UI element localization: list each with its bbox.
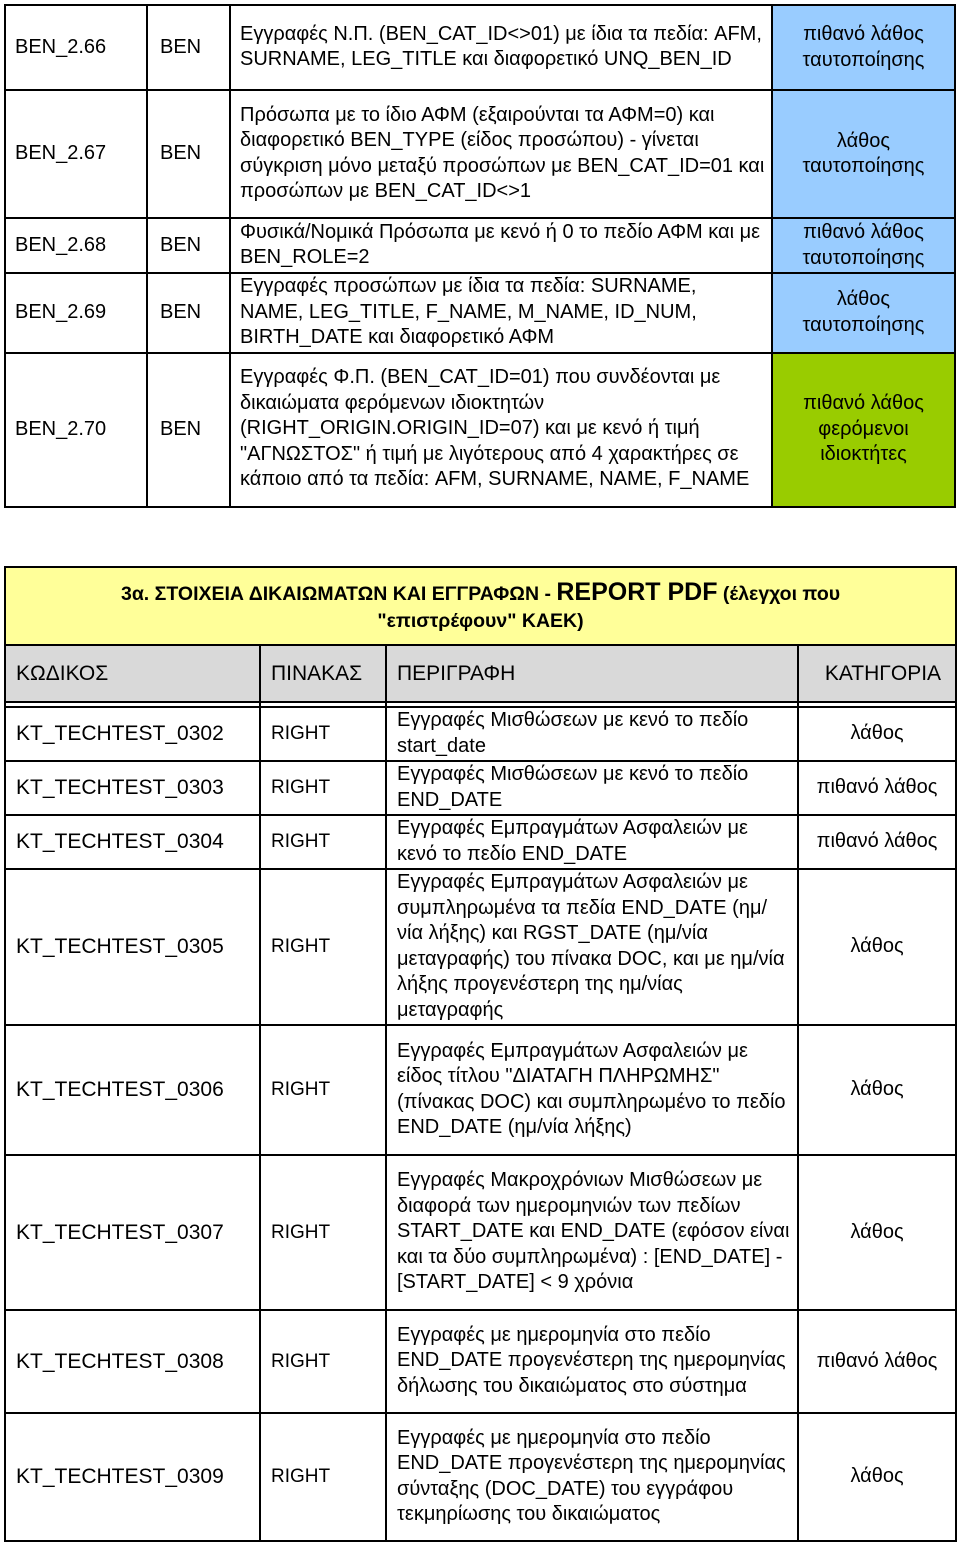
table-name: BEN <box>147 5 230 90</box>
category-cell: πιθανό λάθος ταυτοποίησης <box>772 5 955 90</box>
category-cell: πιθανό λάθος <box>798 815 956 869</box>
table-row <box>5 1413 956 1541</box>
section-title <box>5 567 956 645</box>
column-header-table: ΠΙΝΑΚΑΣ <box>260 645 386 702</box>
table-row <box>5 1155 956 1310</box>
check-code: KT_TECHTEST_0305 <box>5 869 260 1025</box>
table-row <box>5 869 956 1025</box>
category-cell: λάθος <box>798 1155 956 1310</box>
category-cell: πιθανό λάθος <box>798 1310 956 1413</box>
section-title-prefix: 3α. ΣΤΟΙΧΕΙΑ ΔΙΚΑΙΩΜΑΤΩΝ ΚΑΙ ΕΓΓΡΑΦΩΝ - <box>120 583 551 605</box>
table-row <box>5 218 955 273</box>
check-code: KT_TECHTEST_0302 <box>5 707 260 761</box>
check-code: BEN_2.66 <box>5 5 147 90</box>
check-description: Εγγραφές με ημερομηνία στο πεδίο END_DATE προγενέστερη της ημερομηνίας δήλωσης του δικαιώματος στο σύστημα <box>386 1310 798 1413</box>
category-cell: πιθανό λάθος <box>798 761 956 815</box>
table-name: BEN <box>147 353 230 507</box>
category-cell: λάθος ταυτοποίησης <box>772 90 955 218</box>
table-name: RIGHT <box>260 1310 386 1413</box>
table-name: RIGHT <box>260 707 386 761</box>
rights-documents-checks-table <box>4 566 957 1542</box>
table-name: RIGHT <box>260 1155 386 1310</box>
column-header-category: ΚΑΤΗΓΟΡΙΑ <box>798 645 956 702</box>
check-description: Εγγραφές Ν.Π. (BEN_CAT_ID<>01) με ίδια τα πεδία: AFM, SURNAME, LEG_TITLE και διαφορετικό UNQ_BEN_ID <box>230 5 772 90</box>
check-description: Φυσικά/Νομικά Πρόσωπα με κενό ή 0 το πεδίο ΑΦΜ και με BEN_ROLE=2 <box>230 218 772 273</box>
check-description: Εγγραφές προσώπων με ίδια τα πεδία: SURNAME, NAME, LEG_TITLE, F_NAME, M_NAME, ID_NUM, BIRTH_DATE και διαφορετικό ΑΦΜ <box>230 273 772 353</box>
check-code: KT_TECHTEST_0306 <box>5 1025 260 1155</box>
check-code: KT_TECHTEST_0308 <box>5 1310 260 1413</box>
header-row <box>5 645 956 702</box>
table-row <box>5 707 956 761</box>
category-cell: λάθος <box>798 1413 956 1541</box>
table-row <box>5 90 955 218</box>
table-name: RIGHT <box>260 869 386 1025</box>
table-name: BEN <box>147 273 230 353</box>
check-description: Εγγραφές Φ.Π. (BEN_CAT_ID=01) που συνδέονται με δικαιώματα φερόμενων ιδιοκτητών (RIGHT_ORIGIN.ORIGIN_ID=07) και με κενό ή τιμή "ΑΓΝΩΣΤΟΣ" ή τιμή με λιγότερους από 4 χαρακτήρες σε κάποιο από τα πεδία: AFM, SURNAME, NAME, F_NAME <box>230 353 772 507</box>
table-name: RIGHT <box>260 1413 386 1541</box>
check-code: KT_TECHTEST_0309 <box>5 1413 260 1541</box>
table-row <box>5 815 956 869</box>
category-cell: πιθανό λάθος φερόμενοι ιδιοκτήτες <box>772 353 955 507</box>
table-name: BEN <box>147 90 230 218</box>
check-code: KT_TECHTEST_0304 <box>5 815 260 869</box>
section-title-suffix: (έλεγχοι που <box>722 583 841 605</box>
check-description: Εγγραφές Εμπραγμάτων Ασφαλειών με κενό το πεδίο END_DATE <box>386 815 798 869</box>
category-cell: λάθος <box>798 869 956 1025</box>
section-title-report: REPORT PDF <box>556 578 718 606</box>
check-description: Εγγραφές Μισθώσεων με κενό το πεδίο END_DATE <box>386 761 798 815</box>
check-code: BEN_2.70 <box>5 353 147 507</box>
check-description: Εγγραφές Εμπραγμάτων Ασφαλειών με συμπληρωμένα τα πεδία END_DATE (ημ/νία λήξης) και RGST_DATE (ημ/νία μεταγραφής) του πίνακα DOC, και με ημ/νία λήξης προγενέστερη της ημ/νίας μεταγραφής <box>386 869 798 1025</box>
table-name: RIGHT <box>260 1025 386 1155</box>
check-code: KT_TECHTEST_0307 <box>5 1155 260 1310</box>
table-name: RIGHT <box>260 761 386 815</box>
check-code: KT_TECHTEST_0303 <box>5 761 260 815</box>
table-row <box>5 761 956 815</box>
table-row <box>5 353 955 507</box>
check-code: BEN_2.69 <box>5 273 147 353</box>
category-cell: λάθος ταυτοποίησης <box>772 273 955 353</box>
check-code: BEN_2.67 <box>5 90 147 218</box>
ben-checks-table <box>4 4 956 508</box>
check-description: Εγγραφές με ημερομηνία στο πεδίο END_DATE προγενέστερη της ημερομηνίας σύνταξης (DOC_DATE) του εγγράφου τεκμηρίωσης του δικαιώματος <box>386 1413 798 1541</box>
column-header-code: ΚΩΔΙΚΟΣ <box>5 645 260 702</box>
section-title-row <box>5 567 956 645</box>
category-cell: λάθος <box>798 1025 956 1155</box>
table-row <box>5 5 955 90</box>
table-name: RIGHT <box>260 815 386 869</box>
category-cell: πιθανό λάθος ταυτοποίησης <box>772 218 955 273</box>
table-name: BEN <box>147 218 230 273</box>
category-cell: λάθος <box>798 707 956 761</box>
table-row <box>5 1310 956 1413</box>
table-row <box>5 273 955 353</box>
check-code: BEN_2.68 <box>5 218 147 273</box>
check-description: Πρόσωπα με το ίδιο ΑΦΜ (εξαιρούνται τα ΑΦΜ=0) και διαφορετικό BEN_TYPE (είδος προσώπου) - γίνεται σύγκριση μόνο μεταξύ προσώπων με BEN_CAT_ID=01 και προσώπων με BEN_CAT_ID<>1 <box>230 90 772 218</box>
check-description: Εγγραφές Μισθώσεων με κενό το πεδίο start_date <box>386 707 798 761</box>
section-title-line2: "επιστρέφουν" ΚΑΕΚ) <box>377 610 584 632</box>
column-header-description: ΠΕΡΙΓΡΑΦΗ <box>386 645 798 702</box>
check-description: Εγγραφές Μακροχρόνιων Μισθώσεων με διαφορά των ημερομηνιών των πεδίων START_DATE και END_DATE (εφόσον είναι και τα δύο συμπληρωμένα) : [END_DATE] - [START_DATE] < 9 χρόνια <box>386 1155 798 1310</box>
check-description: Εγγραφές Εμπραγμάτων Ασφαλειών με είδος τίτλου "ΔΙΑΤΑΓΗ ΠΛΗΡΩΜΗΣ" (πίνακας DOC) και συμπληρωμένο το πεδίο END_DATE (ημ/νία λήξης) <box>386 1025 798 1155</box>
table-row <box>5 1025 956 1155</box>
